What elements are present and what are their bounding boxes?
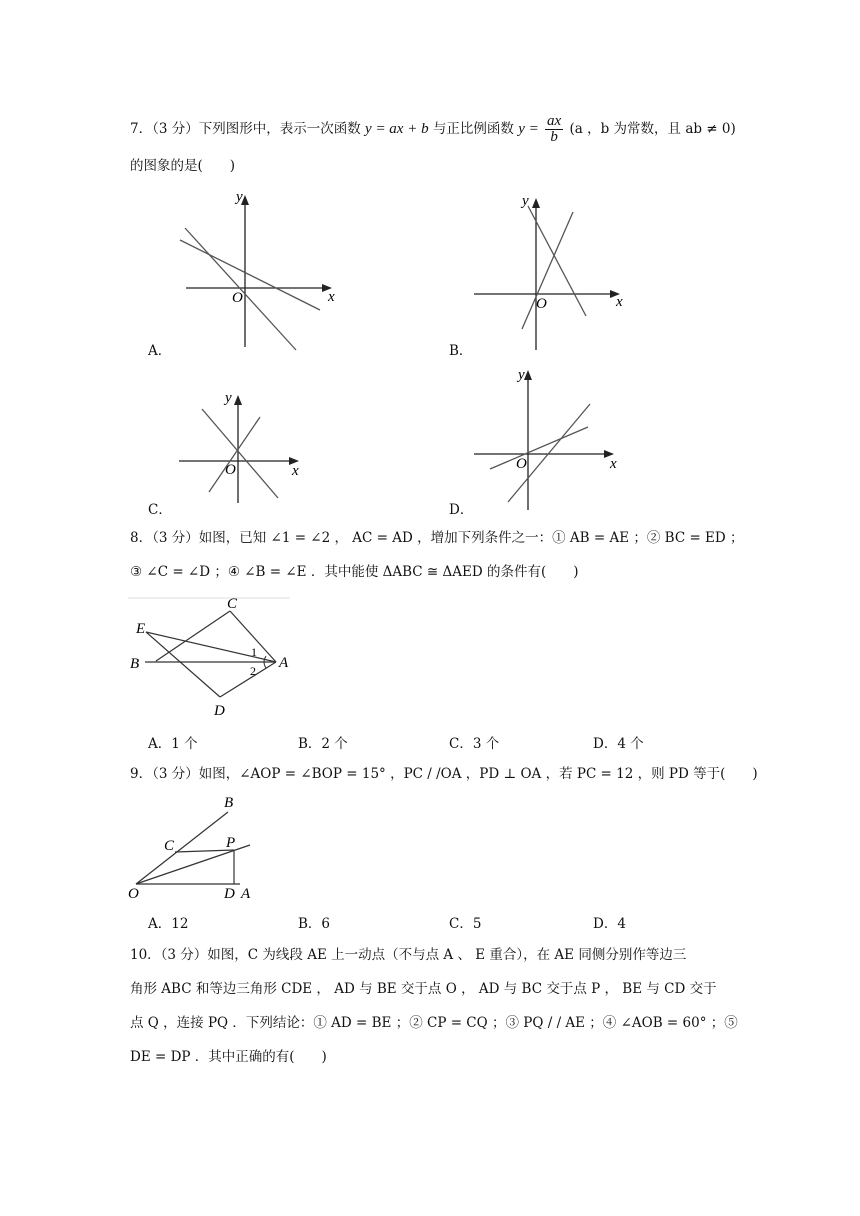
q9-label-p: P <box>226 835 236 851</box>
q7-fraction <box>545 114 563 145</box>
q10-line2: 角形 ABC 和等边三角形 CDE ， AD 与 BE 交于点 O ， AD 与 BC 交于点 P ， BE 与 CD 交于 <box>130 981 717 997</box>
q7-frac-numerator: ax <box>547 113 562 129</box>
q10-line3: 点 Q ，连接 PQ ．下列结论：① AD = BE ；② CP = CQ ；③ PQ / / AE ；④ ∠AOB = 60° ；⑤ <box>130 1015 738 1031</box>
q8-option-a[interactable]: A．1 个 <box>148 736 198 752</box>
q9-label-b: B <box>224 795 234 811</box>
q8-option-c[interactable]: C．3 个 <box>449 736 500 752</box>
q8-option-b[interactable]: B．2 个 <box>298 736 348 752</box>
q7-c-y-label: y <box>225 390 232 406</box>
q7-tail: (a ，b 为常数，且 ab ≠ 0) <box>569 121 736 137</box>
q8-label-c: C <box>227 596 238 612</box>
q9-line1: 9．（3 分）如图，∠AOP = ∠BOP = 15° ，PC / /OA ，PD ⊥ OA ，若 PC = 12 ，则 PD 等于( ) <box>130 766 758 782</box>
q7-graph-d <box>470 362 630 512</box>
q9-label-c: C <box>164 838 175 854</box>
q7-option-c[interactable]: C． <box>148 502 172 518</box>
q8-label-a: A <box>279 655 289 671</box>
q8-line2: ③ ∠C = ∠D ；④ ∠B = ∠E ．其中能使 ΔABC ≅ ΔAED 的条件有( ) <box>130 564 579 580</box>
q8-label-e: E <box>136 621 146 637</box>
q7-option-a[interactable]: A． <box>148 343 172 359</box>
q7-c-origin-label: O <box>225 462 236 478</box>
q7-graph-b <box>470 188 640 358</box>
q9-label-a: A <box>241 886 251 902</box>
q7-frac-denominator: b <box>550 129 558 145</box>
q7-d-x-label: x <box>610 456 617 472</box>
q9-option-d[interactable]: D．4 <box>593 916 626 932</box>
q7-line2: 的图象的是( ) <box>130 158 236 174</box>
q7-a-origin-label: O <box>232 290 243 306</box>
q8-label-angle1: 1 <box>251 645 257 659</box>
q7-graph-a <box>170 185 340 355</box>
q8-label-b: B <box>130 656 140 672</box>
q7-a-y-label: y <box>236 189 243 205</box>
q9-option-b[interactable]: B．6 <box>298 916 331 932</box>
q7-graph-c <box>175 385 325 505</box>
q9-option-c[interactable]: C．5 <box>449 916 482 932</box>
q10-line1: 10．（3 分）如图，C 为线段 AE 上一动点（不与点 A 、 E 重合），在 AE 同侧分别作等边三 <box>130 947 687 963</box>
q8-figure <box>128 595 293 720</box>
q8-label-d: D <box>214 703 225 719</box>
q7-lead: 7．（3 分）下列图形中，表示一次函数 <box>130 121 361 137</box>
q7-linear-function: y = ax + b <box>365 121 429 137</box>
q7-c-x-label: x <box>292 463 299 479</box>
q9-label-o: O <box>128 886 139 902</box>
q7-b-x-label: x <box>616 294 623 310</box>
q9-figure <box>128 792 268 902</box>
q8-option-d[interactable]: D．4 个 <box>593 736 644 752</box>
q7-y-equals: y = <box>518 121 539 137</box>
q9-label-d: D <box>224 886 235 902</box>
q7-a-x-label: x <box>328 289 335 305</box>
q8-label-angle2: 2 <box>250 664 256 678</box>
q7-b-origin-label: O <box>536 296 547 312</box>
q8-line1: 8．（3 分）如图，已知 ∠1 = ∠2 ， AC = AD ，增加下列条件之一：① AB = AE ；② BC = ED ； <box>130 530 744 546</box>
q7-line1 <box>130 114 736 145</box>
q7-d-y-label: y <box>518 367 525 383</box>
q9-option-a[interactable]: A．12 <box>148 916 189 932</box>
q7-mid-text: 与正比例函数 <box>432 121 514 137</box>
q10-line4: DE = DP ．其中正确的有( ) <box>130 1049 327 1065</box>
q7-d-origin-label: O <box>516 456 527 472</box>
q7-b-y-label: y <box>522 193 529 209</box>
q7-option-b[interactable]: B． <box>449 343 473 359</box>
q7-option-d[interactable]: D． <box>449 502 474 518</box>
